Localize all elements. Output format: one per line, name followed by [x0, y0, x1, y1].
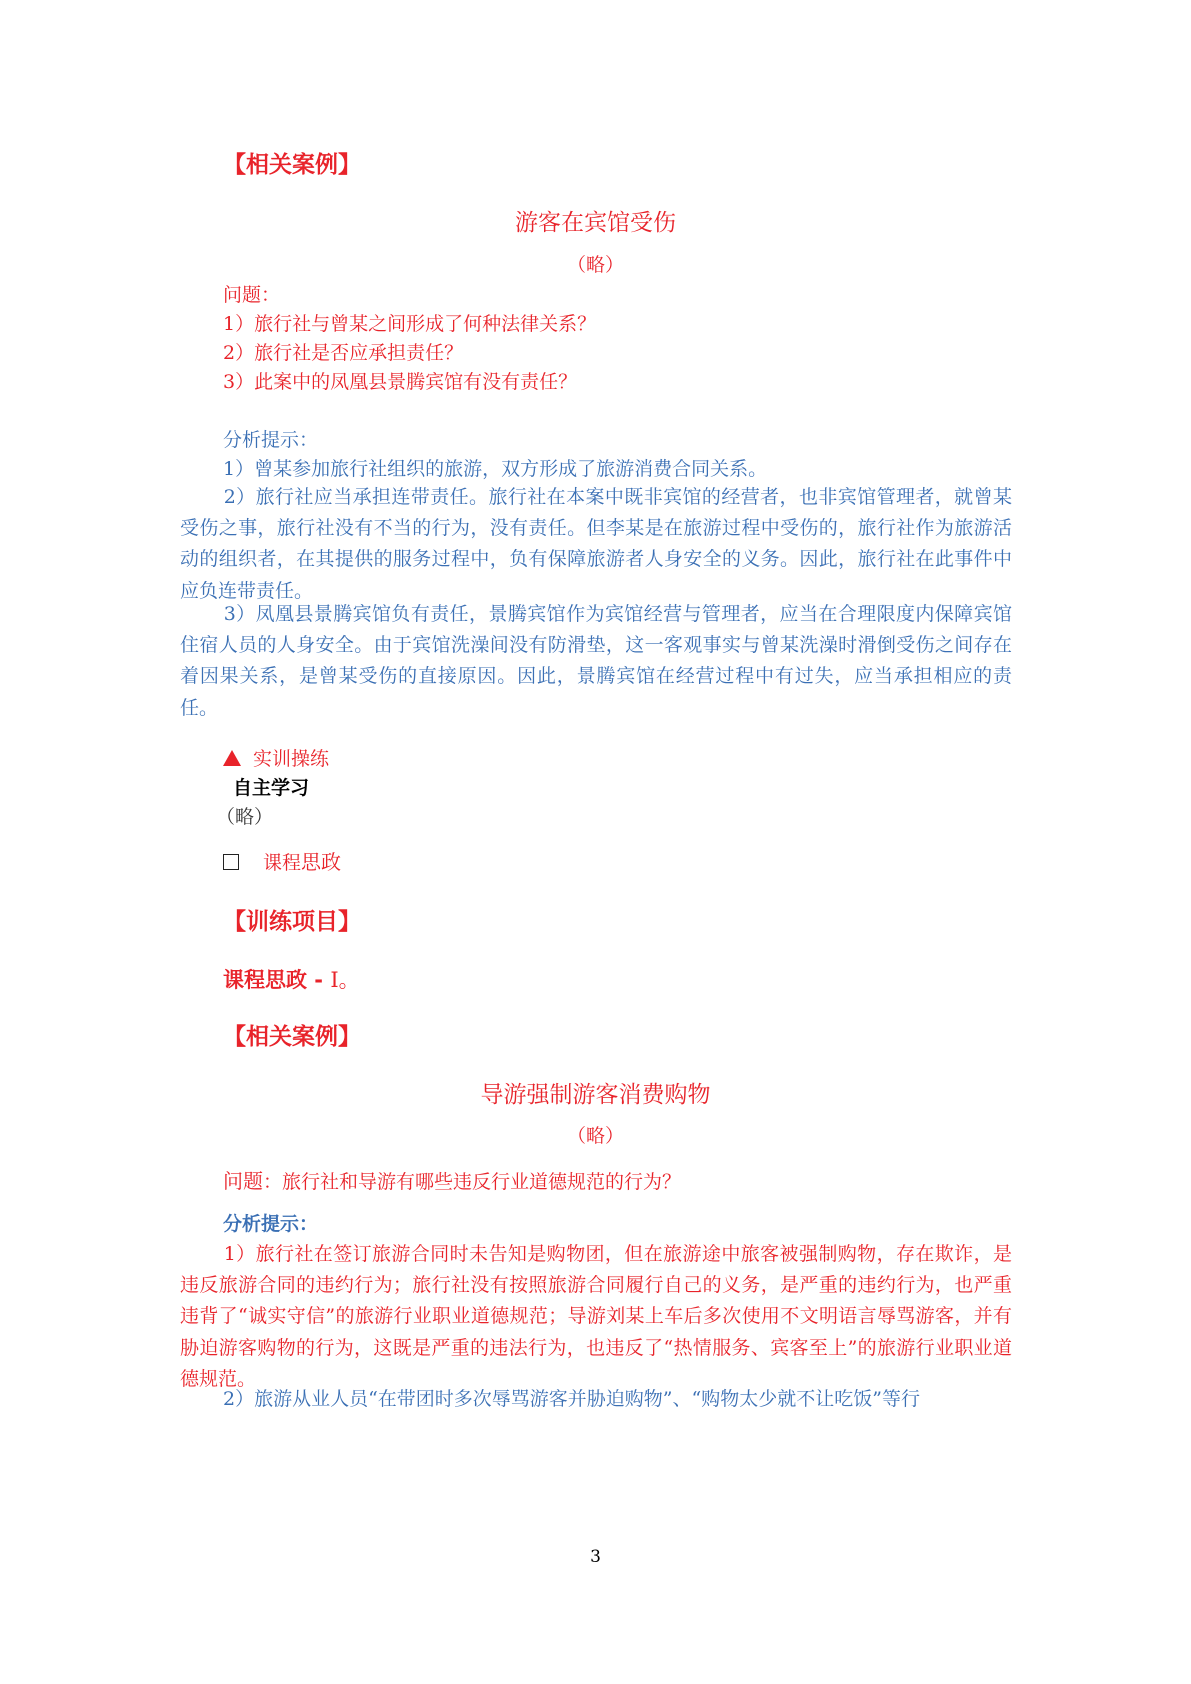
- analysis-paragraph: 3）凤凰县景腾宾馆负有责任，景腾宾馆作为宾馆经营与管理者，应当在合理限度内保障宾馆住宿人员的人身安全。由于宾馆洗澡间没有防滑垫，这一客观事实与曾某洗澡时滑倒受伤之间存在着因果关系，是曾某受伤的直接原因。因此，景腾宾馆在经营过程中有过失，应当承担相应的责任。: [180, 603, 1012, 719]
- ideology-section: [223, 848, 341, 877]
- omitted-note: （略）: [216, 806, 274, 828]
- omitted-note: （略）: [566, 1125, 624, 1147]
- analysis-paragraph: 1）曾某参加旅行社组织的旅游，双方形成了旅游消费合同关系。: [223, 458, 768, 480]
- training-label: 实训操练: [253, 748, 330, 770]
- questions-label: 问题：: [223, 284, 281, 306]
- question-item: 1）旅行社与曾某之间形成了何种法律关系？: [223, 313, 597, 335]
- analysis-label: 分析提示：: [223, 429, 319, 451]
- analysis-paragraph: [180, 482, 1012, 607]
- case-title: 导游强制游客消费购物: [480, 1082, 711, 1108]
- analysis-text-red: 1）旅行社在签订旅游合同时未告知是购物团，但在旅游途中旅客被强制购物，存在欺诈，是违反旅游合同的: [180, 1243, 1012, 1297]
- ideology-label: 课程: [263, 852, 302, 874]
- project-text-part: 课程思政 -: [223, 968, 331, 992]
- project-text: [223, 966, 360, 994]
- analysis-paragraph: [180, 1239, 1012, 1395]
- page-number: 3: [590, 1547, 601, 1567]
- case-title: 游客在宾馆受伤: [515, 210, 676, 236]
- triangle-icon: [223, 750, 241, 766]
- self-study-label: 自主学习: [233, 777, 310, 799]
- omitted-note: （略）: [566, 254, 624, 276]
- analysis-text-red: 违约行为；旅行社没有按照旅游合同履行自己的义务，是严重的违约行为，也严重违背了“诚实守信”的旅游行业职业道德规范；导游刘某上车后多次使用不文明语言辱骂游客，并有胁迫游客购物的行为，这既是严重的违法行为，也违反了“热情服务、宾客至上”的旅游行业职业道德规范。: [180, 1274, 1012, 1390]
- question-label: 问题: [223, 1169, 263, 1193]
- checkbox-square-icon: [223, 854, 239, 870]
- case-heading: 【相关案例】: [223, 152, 361, 178]
- analysis-text-blue: 2）旅行社应当承担连带责任。旅行社在本案中既非宾馆的经营者，也非宾馆管理者，就曾某受伤之事，旅行社没有不当的行为，没有责任。: [180, 486, 1012, 540]
- question-item: 3）此案中的凤凰县景腾宾馆有没有责任？: [223, 371, 578, 393]
- case-heading: 【相关案例】: [223, 1024, 361, 1050]
- project-heading: 【训练项目】: [223, 909, 361, 935]
- analysis-paragraph: 2）旅游从业人员“在带团时多次辱骂游客并胁迫购物”、“购物太少就不让吃饭”等行: [223, 1388, 920, 1410]
- question-item: 2）旅行社是否应承担责任？: [223, 342, 464, 364]
- project-text-part: I。: [330, 968, 360, 992]
- analysis-label: 分析提示：: [223, 1213, 319, 1235]
- question-line: [223, 1167, 681, 1196]
- training-item: [223, 745, 329, 773]
- question-text: ：旅行社和导游有哪些违反行业道德规范的行为？: [263, 1171, 682, 1193]
- ideology-label-bold: 思政: [301, 850, 342, 874]
- analysis-text-blue: 但李某是在旅游过程中受伤的，旅行社作为旅游活动的组织者，在其提供的服务过程中，负有保障旅游者人身安全的义务。因此，旅行社在此事件中应负连带责任。: [180, 517, 1012, 602]
